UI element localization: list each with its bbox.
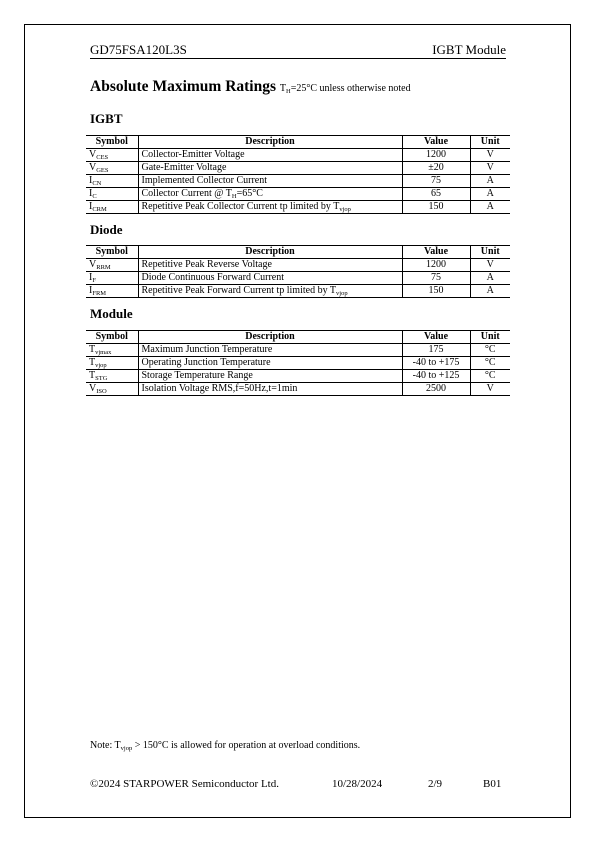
module-ratings-table	[86, 330, 510, 396]
unit-cell: °C	[470, 344, 510, 357]
value-cell: 75	[402, 272, 470, 285]
section-title-module: Module	[90, 306, 133, 321]
table-row	[86, 383, 510, 396]
table-header-row	[86, 136, 510, 149]
description-cell	[138, 162, 402, 175]
symbol-letter: I	[89, 188, 93, 199]
table-row	[86, 272, 510, 285]
footer-revision: B01	[483, 778, 502, 790]
description-tail: =65°C	[236, 188, 263, 199]
footer-copyright: ©2024 STARPOWER Semiconductor Ltd.	[90, 778, 279, 790]
unit-cell: °C	[470, 357, 510, 370]
column-header-unit: Unit	[470, 136, 510, 149]
symbol-subscript: CN	[92, 180, 102, 187]
description-text: Storage Temperature Range	[141, 370, 253, 381]
description-text: Repetitive Peak Reverse Voltage	[141, 259, 272, 270]
unit-cell: V	[470, 383, 510, 396]
note-prefix: Note: T	[90, 740, 121, 751]
value-cell: 175	[402, 344, 470, 357]
description-cell	[138, 188, 402, 201]
column-header-symbol: Symbol	[86, 136, 138, 149]
column-header-description: Description	[138, 136, 402, 149]
symbol-cell	[86, 188, 138, 201]
footer-page-number: 2/9	[428, 778, 443, 790]
table-row	[86, 162, 510, 175]
value-cell: 1200	[402, 259, 470, 272]
table-row	[86, 188, 510, 201]
description-subscript: vjop	[339, 206, 351, 213]
table-row	[86, 149, 510, 162]
symbol-letter: V	[89, 162, 97, 173]
column-header-value: Value	[402, 136, 470, 149]
description-text: Implemented Collector Current	[141, 175, 268, 186]
column-header-value: Value	[402, 246, 470, 259]
value-cell: 2500	[402, 383, 470, 396]
symbol-letter: I	[89, 272, 93, 283]
condition-text: =25°C unless otherwise noted	[290, 83, 411, 94]
symbol-cell	[86, 285, 138, 298]
page-header	[90, 42, 506, 59]
description-cell	[138, 370, 402, 383]
value-cell: 150	[402, 285, 470, 298]
description-cell	[138, 285, 402, 298]
symbol-cell	[86, 370, 138, 383]
symbol-cell	[86, 201, 138, 214]
note-text: > 150°C is allowed for operation at overload conditions.	[132, 740, 361, 751]
section-title-igbt: IGBT	[90, 111, 123, 126]
unit-cell: A	[470, 285, 510, 298]
column-header-symbol: Symbol	[86, 331, 138, 344]
symbol-subscript: RRM	[96, 264, 111, 271]
part-number: GD75FSA120L3S	[90, 42, 187, 57]
symbol-cell	[86, 344, 138, 357]
footnote	[90, 740, 360, 751]
condition-symbol: T	[279, 83, 286, 94]
unit-cell: V	[470, 162, 510, 175]
symbol-letter: V	[89, 149, 97, 160]
description-cell	[138, 259, 402, 272]
symbol-cell	[86, 162, 138, 175]
symbol-cell	[86, 149, 138, 162]
symbol-subscript: CRM	[92, 206, 107, 213]
value-cell: ±20	[402, 162, 470, 175]
unit-cell: A	[470, 201, 510, 214]
symbol-cell	[86, 272, 138, 285]
description-text: Collector Current @ T	[141, 188, 232, 199]
symbol-letter: V	[89, 259, 97, 270]
unit-cell: V	[470, 259, 510, 272]
unit-cell: A	[470, 272, 510, 285]
symbol-cell	[86, 357, 138, 370]
symbol-letter: T	[89, 357, 96, 368]
symbol-cell	[86, 175, 138, 188]
value-cell: -40 to +125	[402, 370, 470, 383]
description-text: Gate-Emitter Voltage	[141, 162, 227, 173]
description-subscript: H	[231, 193, 237, 200]
description-cell	[138, 175, 402, 188]
unit-cell: A	[470, 175, 510, 188]
symbol-cell	[86, 259, 138, 272]
page-title	[90, 78, 411, 96]
column-header-unit: Unit	[470, 246, 510, 259]
unit-cell: V	[470, 149, 510, 162]
description-text: Repetitive Peak Forward Current tp limited by T	[141, 285, 337, 296]
module-type: IGBT Module	[432, 42, 506, 57]
symbol-cell	[86, 383, 138, 396]
symbol-subscript: vjmax	[95, 349, 112, 356]
footer-date: 10/28/2024	[332, 778, 383, 790]
description-text: Collector-Emitter Voltage	[141, 149, 245, 160]
symbol-subscript: GES	[96, 167, 109, 174]
table-row	[86, 370, 510, 383]
diode-ratings-table	[86, 245, 510, 298]
symbol-subscript: ISO	[96, 388, 107, 395]
value-cell: 150	[402, 201, 470, 214]
symbol-subscript: STG	[95, 375, 108, 382]
value-cell: -40 to +175	[402, 357, 470, 370]
column-header-symbol: Symbol	[86, 246, 138, 259]
description-text: Operating Junction Temperature	[141, 357, 271, 368]
title-main: Absolute Maximum Ratings	[90, 78, 277, 95]
column-header-value: Value	[402, 331, 470, 344]
column-header-description: Description	[138, 246, 402, 259]
condition-subscript: H	[286, 88, 291, 95]
symbol-subscript: FRM	[92, 290, 107, 297]
description-cell	[138, 201, 402, 214]
column-header-description: Description	[138, 331, 402, 344]
symbol-letter: I	[89, 175, 93, 186]
description-text: Maximum Junction Temperature	[141, 344, 273, 355]
table-row	[86, 344, 510, 357]
symbol-letter: V	[89, 383, 97, 394]
symbol-subscript: F	[92, 277, 96, 284]
symbol-letter: T	[89, 344, 96, 355]
unit-cell: A	[470, 188, 510, 201]
symbol-letter: T	[89, 370, 96, 381]
table-header-row	[86, 331, 510, 344]
value-cell: 1200	[402, 149, 470, 162]
symbol-subscript: CES	[96, 154, 109, 161]
symbol-subscript: vjop	[95, 362, 107, 369]
unit-cell: °C	[470, 370, 510, 383]
description-text: Repetitive Peak Collector Current tp limited by T	[141, 201, 340, 212]
igbt-ratings-table	[86, 135, 510, 214]
description-cell	[138, 383, 402, 396]
value-cell: 65	[402, 188, 470, 201]
description-cell	[138, 272, 402, 285]
description-cell	[138, 357, 402, 370]
description-text: Isolation Voltage RMS,f=50Hz,t=1min	[141, 383, 298, 394]
table-row	[86, 259, 510, 272]
note-subscript: vjop	[120, 745, 133, 752]
description-cell	[138, 149, 402, 162]
description-subscript: vjop	[336, 290, 348, 297]
table-row	[86, 201, 510, 214]
symbol-letter: I	[89, 285, 93, 296]
table-header-row	[86, 246, 510, 259]
table-row	[86, 175, 510, 188]
symbol-letter: I	[89, 201, 93, 212]
table-row	[86, 285, 510, 298]
description-text: Diode Continuous Forward Current	[141, 272, 284, 283]
value-cell: 75	[402, 175, 470, 188]
column-header-unit: Unit	[470, 331, 510, 344]
table-row	[86, 357, 510, 370]
title-condition	[280, 83, 411, 94]
symbol-subscript: C	[92, 193, 97, 200]
description-cell	[138, 344, 402, 357]
section-title-diode: Diode	[90, 222, 123, 237]
